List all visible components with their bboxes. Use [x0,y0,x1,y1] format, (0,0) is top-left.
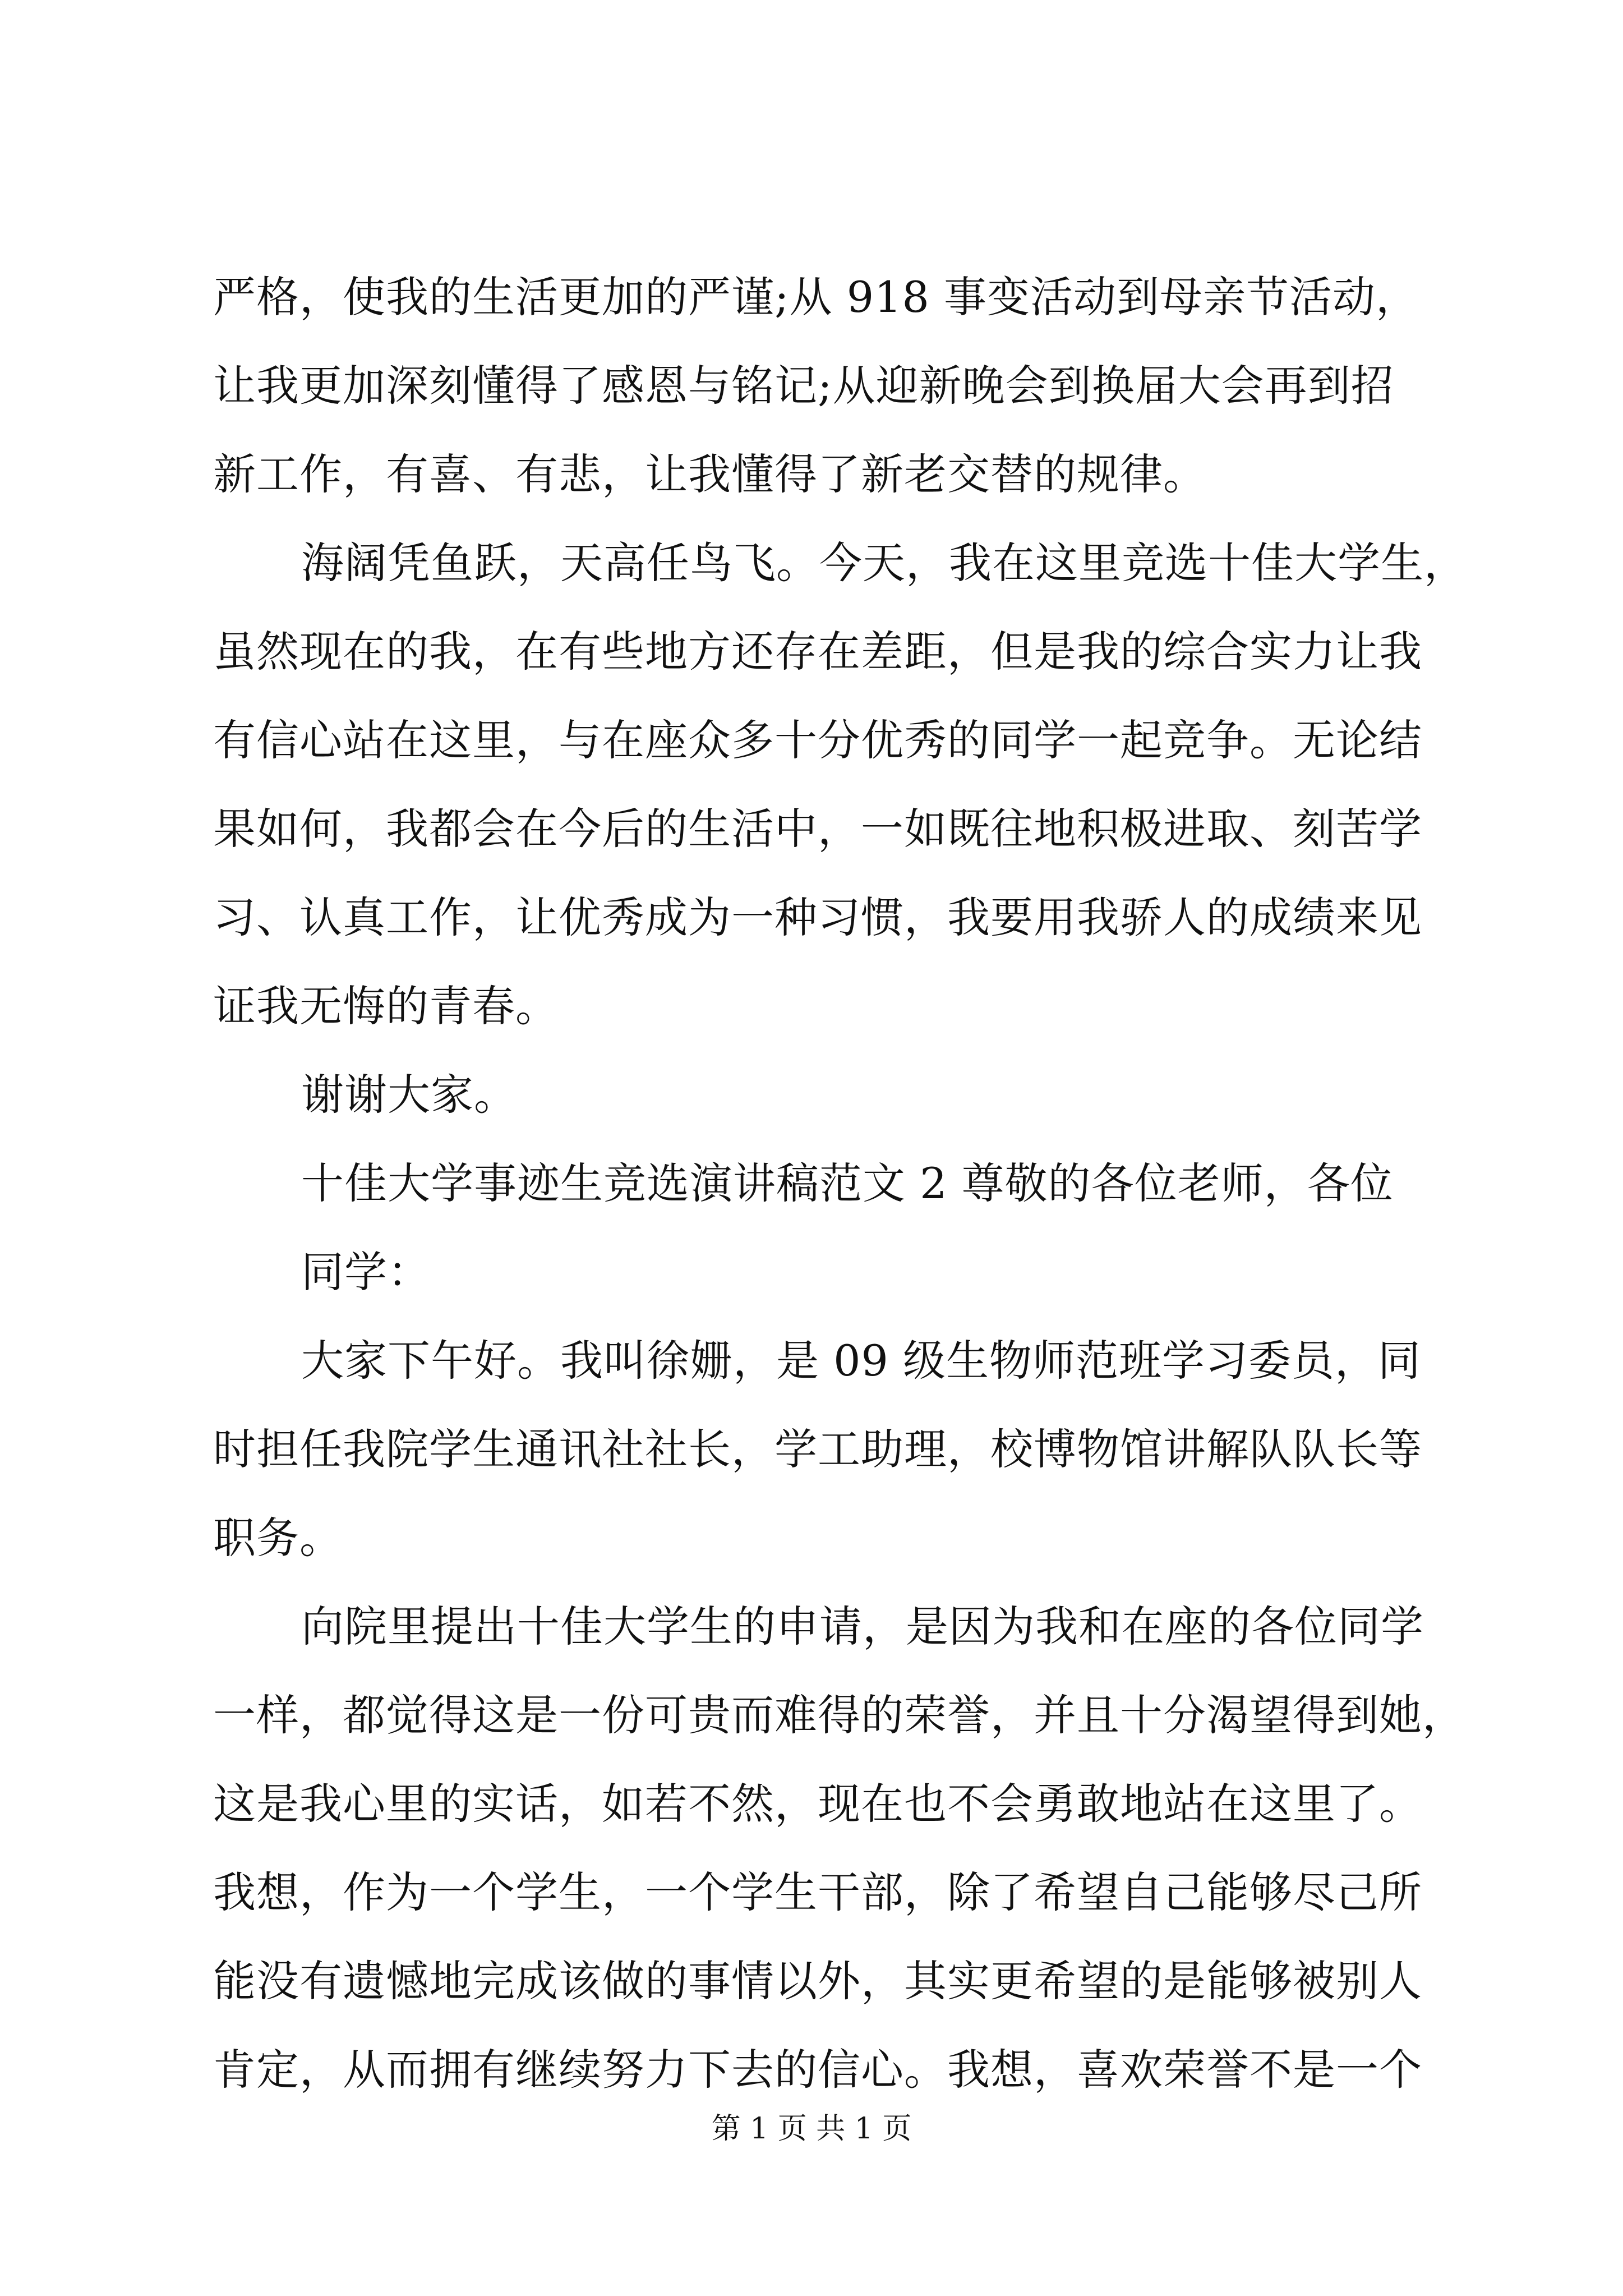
text-line: 证我无悔的青春。 [213,981,559,1031]
text-line: 这是我心里的实话，如若不然，现在也不会勇敢地站在这里了。 [213,1779,1422,1829]
text-line: 习、认真工作，让优秀成为一种习惯，我要用我骄人的成绩来见 [213,892,1422,942]
text-line: 让我更加深刻懂得了感恩与铭记;从迎新晚会到换届大会再到招 [213,361,1394,411]
text-line: 我想，作为一个学生，一个学生干部，除了希望自己能够尽己所 [213,1867,1422,1917]
text-line: 肯定，从而拥有继续努力下去的信心。我想，喜欢荣誉不是一个 [213,2045,1422,2095]
text-line: 虽然现在的我，在有些地方还存在差距，但是我的综合实力让我 [213,627,1422,677]
text-line: 十佳大学事迹生竞选演讲稿范文 2 尊敬的各位老师，各位 [301,1158,1394,1208]
text-line: 能没有遗憾地完成该做的事情以外，其实更希望的是能够被别人 [213,1956,1422,2006]
text-line: 时担任我院学生通讯社社长，学工助理，校博物馆讲解队队长等 [213,1424,1422,1474]
text-line: 果如何，我都会在今后的生活中，一如既往地积极进取、刻苦学 [213,804,1422,854]
text-line: 谢谢大家。 [301,1070,517,1120]
text-line: 海阔凭鱼跃，天高任鸟飞。今天，我在这里竞选十佳大学生， [301,538,1467,588]
text-line: 大家下午好。我叫徐姗，是 09 级生物师范班学习委员，同 [301,1336,1422,1386]
text-line: 有信心站在这里，与在座众多十分优秀的同学一起竞争。无论结 [213,715,1422,765]
text-line: 职务。 [213,1513,343,1563]
text-line: 向院里提出十佳大学生的申请，是因为我和在座的各位同学 [301,1602,1424,1651]
text-line: 严格，使我的生活更加的严谨;从 918 事变活动到母亲节活动， [213,272,1419,322]
text-line: 一样，都觉得这是一份可贵而难得的荣誉，并且十分渴望得到她， [213,1690,1465,1740]
page-footer: 第 1 页 共 1 页 [711,2112,912,2146]
text-line: 同学： [301,1247,431,1297]
text-line: 新工作，有喜、有悲，让我懂得了新老交替的规律。 [213,449,1206,499]
